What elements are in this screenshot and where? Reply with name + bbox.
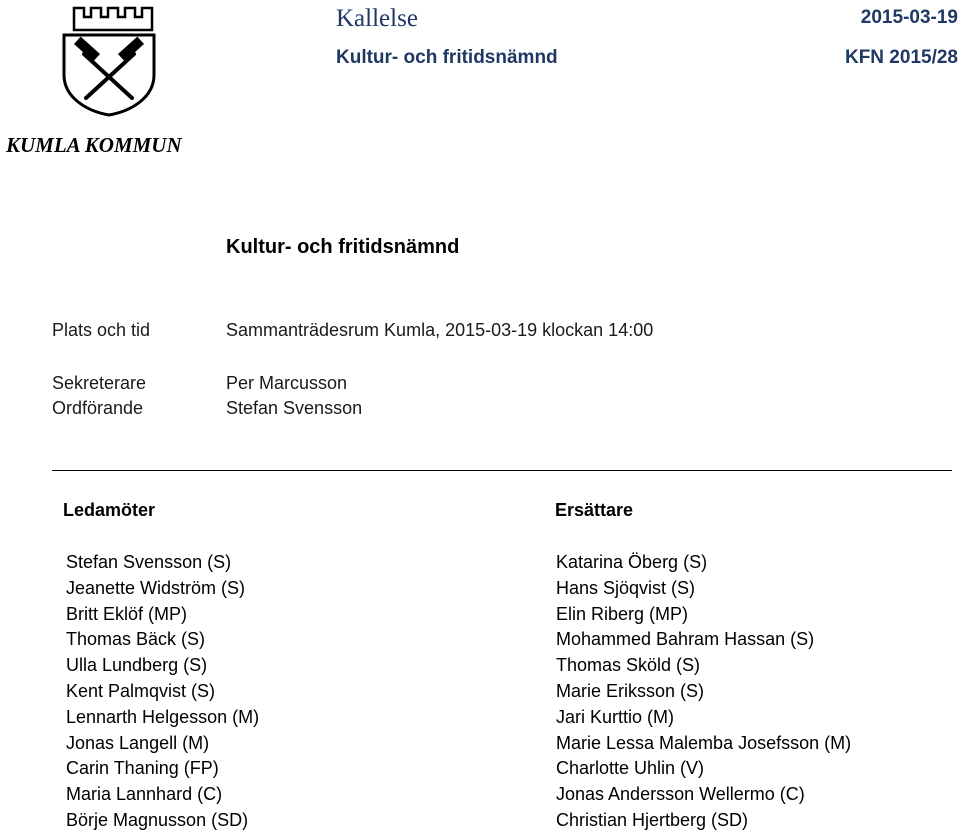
members-list (66, 550, 259, 834)
list-item: Ulla Lundberg (S) (66, 655, 208, 676)
list-item: Jeanette Widström (S) (66, 577, 246, 598)
kumla-kommun-logo (4, 2, 216, 154)
section-divider (52, 470, 952, 471)
reference-number: KFN 2015/28 (844, 47, 958, 68)
members-heading: Ledamöter (63, 500, 156, 520)
list-item: Carin Thaning (FP) (66, 758, 219, 779)
list-item: Jonas Langell (M) (66, 732, 210, 753)
list-item: Hans Sjöqvist (S) (556, 577, 696, 598)
list-item: Katarina Öberg (S) (556, 552, 708, 572)
substitutes-list (556, 550, 851, 834)
place-label: Plats och tid (52, 320, 151, 340)
list-item: Lennarth Helgesson (M) (66, 706, 260, 727)
substitutes-heading: Ersättare (555, 500, 634, 520)
secretary-label: Sekreterare (52, 373, 147, 393)
coat-of-arms-icon (4, 2, 216, 154)
chair-label: Ordförande (52, 398, 144, 418)
secretary-value: Per Marcusson (226, 373, 348, 393)
list-item: Thomas Sköld (S) (556, 655, 701, 676)
list-item: Thomas Bäck (S) (66, 629, 206, 650)
list-item: Charlotte Uhlin (V) (556, 758, 705, 779)
list-item: Maria Lannhard (C) (66, 784, 223, 805)
list-item: Mohammed Bahram Hassan (S) (556, 629, 815, 650)
document-date: 2015-03-19 (860, 7, 958, 28)
list-item: Britt Eklöf (MP) (66, 603, 188, 624)
list-item: Kent Palmqvist (S) (66, 680, 216, 701)
chair-value: Stefan Svensson (226, 398, 363, 418)
list-item: Jonas Andersson Wellermo (C) (556, 784, 805, 805)
list-item: Stefan Svensson (S) (66, 552, 232, 572)
list-item: Christian Hjertberg (SD) (556, 809, 749, 830)
place-value: Sammanträdesrum Kumla, 2015-03-19 klockan 14:00 (226, 320, 654, 340)
committee-name: Kultur- och fritidsnämnd (336, 47, 558, 68)
page-title: Kultur- och fritidsnämnd (226, 236, 460, 258)
list-item: Marie Lessa Malemba Josefsson (M) (556, 732, 852, 753)
list-item: Marie Eriksson (S) (556, 680, 705, 701)
list-item: Elin Riberg (MP) (556, 603, 689, 624)
document-type: Kallelse (336, 5, 418, 32)
logo-wordmark: KUMLA KOMMUN (6, 133, 182, 154)
list-item: Jari Kurttio (M) (556, 706, 675, 727)
list-item: Börje Magnusson (SD) (66, 809, 249, 830)
